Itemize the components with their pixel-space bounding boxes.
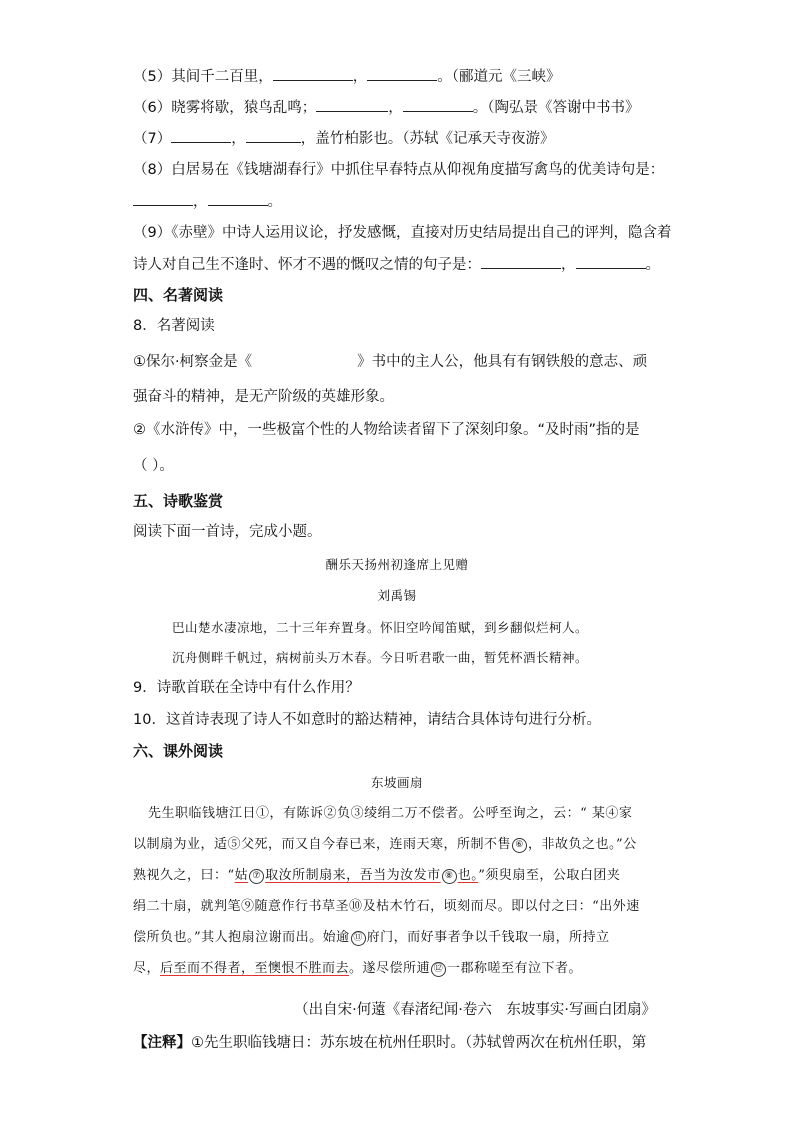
question-8-2-line1: ②《水浒传》中，一些极富个性的人物给读者留下了深刻印象。“及时雨”指的是 xyxy=(133,422,640,438)
annotation: 【注释】①先生职临钱塘日：苏东坡在杭州任职时。（苏轼曾两次在杭州任职，第 xyxy=(133,1035,647,1051)
question-7-8: （8）白居易在《钱塘湖春行》中抓住早春特点从仰视角度描写禽鸟的优美诗句是： xyxy=(133,162,665,178)
poem-line-2: 沉舟侧畔千帆过，病树前头万木春。今日听君歌一曲，暂凭杯酒长精神。 xyxy=(172,650,589,665)
passage-line-1: 先生职临钱塘江日①，有陈诉②负③绫绢二万不偿者。公呼至询之，云：“ 某④家 xyxy=(148,806,633,821)
answer-blank[interactable] xyxy=(576,254,646,269)
section-5-heading: 五、诗歌鉴赏 xyxy=(133,492,224,510)
answer-blank[interactable] xyxy=(481,254,561,269)
question-8-1-line2: 强奋斗的精神，是无产阶级的英雄形象。 xyxy=(133,389,394,405)
question-8-2-line2: （ ）。 xyxy=(133,458,174,474)
question-7-6: （6）晓雾将歇，猿鸟乱鸣； ， 。（陶弘景《答谢中书书》 xyxy=(133,97,639,118)
question-8-label: 8．名著阅读 xyxy=(133,318,215,334)
passage-line-2: 以制扇为业，适⑤父死，而又自今春已来，连雨天寒，所制不售 ⑥ ，非故负之也。”公 xyxy=(133,837,637,852)
section-6-heading: 六、课外阅读 xyxy=(133,742,224,760)
question-7-7: （7） ， ，盖竹柏影也。（苏轼《记承天寺夜游》 xyxy=(133,128,554,149)
poem-line-1: 巴山楚水凄凉地，二十三年弃置身。怀旧空吟闻笛赋，到乡翻似烂柯人。 xyxy=(172,620,589,635)
passage-line-5: 偿所负也。”其人抱扇泣谢而出。始逾 ⑪ 府门，而好事者争以千钱取一扇，所持立 xyxy=(133,930,610,945)
answer-blank[interactable] xyxy=(316,97,388,112)
answer-blank[interactable] xyxy=(171,128,231,143)
answer-blank[interactable] xyxy=(246,128,301,143)
passage-line-6: 尽，后至而不得者，至懊恨不胜而去。遂尽偿所逋 ⑫ 一郡称嗟至有泣下者。 xyxy=(133,961,583,976)
answer-blank[interactable] xyxy=(133,191,193,206)
answer-blank[interactable] xyxy=(367,66,437,81)
answer-blank[interactable] xyxy=(403,97,473,112)
question-8-1-line1: ①保尔·柯察金是《 》书中的主人公，他具有有钢铁般的意志、顽 xyxy=(133,354,648,370)
passage-title: 东坡画扇 xyxy=(370,775,423,790)
question-7-9-line1: （9）《赤壁》中诗人运用议论，抒发感慨，直接对历史结局提出自己的评判，隐含着 xyxy=(133,225,672,241)
question-7-8-blanks: ， 。 xyxy=(133,191,282,212)
poem-intro: 阅读下面一首诗，完成小题。 xyxy=(133,524,322,540)
poem-author: 刘禹锡 xyxy=(377,588,417,603)
question-7-5: （5）其间千二百里， ， 。（郦道元《三峡》 xyxy=(133,66,560,87)
poem-title: 酬乐天扬州初逢席上见赠 xyxy=(325,557,469,572)
answer-blank[interactable] xyxy=(273,66,353,81)
question-10: 10．这首诗表现了诗人不如意时的豁达精神，请结合具体诗句进行分析。 xyxy=(133,712,601,728)
passage-line-3: 熟视久之，曰：“姑 ⑦ 取汝所制扇来，吾当为汝发市 ⑧ 也。”须臾扇至，公取白团夹 xyxy=(133,868,621,883)
question-9: 9．诗歌首联在全诗中有什么作用？ xyxy=(133,680,360,696)
passage-source: （出自宋·何薳《春渚纪闻·卷六 东坡事实·写画白团扇》 xyxy=(294,1002,656,1018)
passage-line-4: 绢二十扇，就判笔⑨随意作行书草圣⑩及枯木竹石，顷刻而尽。即以付之曰：“出外速 xyxy=(133,899,640,914)
section-4-heading: 四、名著阅读 xyxy=(133,286,224,304)
question-7-9-line2: 诗人对自己生不逢时、怀才不遇的慨叹之情的句子是： ， 。 xyxy=(133,254,660,275)
answer-blank[interactable] xyxy=(208,191,268,206)
